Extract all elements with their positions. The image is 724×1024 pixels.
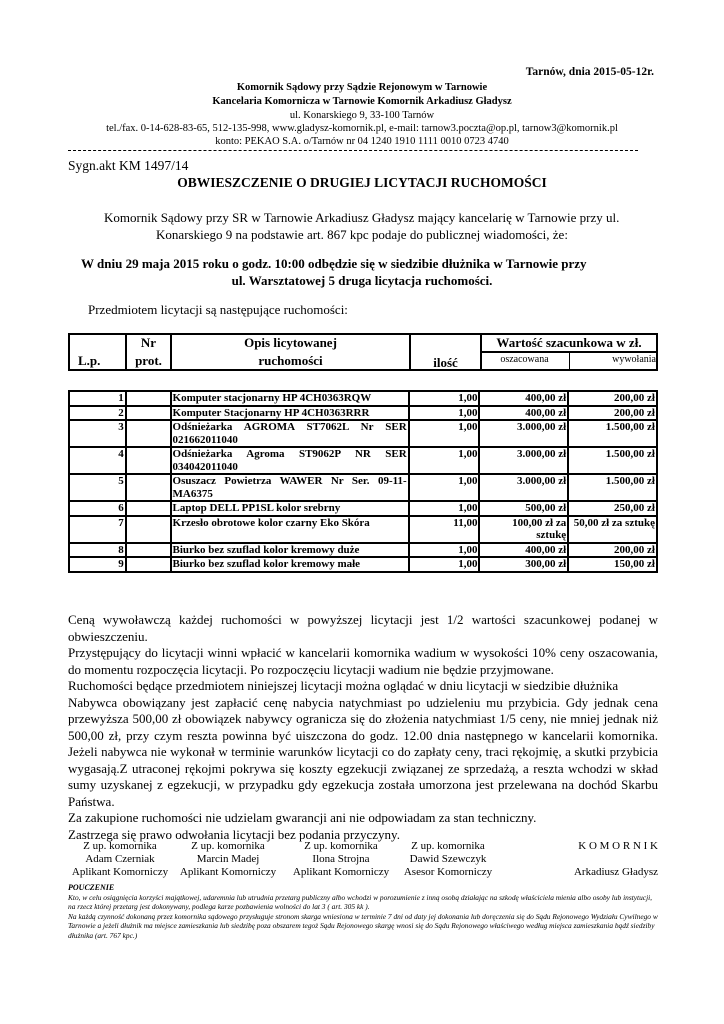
table-row	[69, 516, 657, 543]
notice-heading: POUCZENIE	[68, 883, 115, 892]
cell-nr	[126, 447, 171, 474]
cell-lp: 8	[69, 543, 126, 558]
header-divider	[68, 150, 638, 151]
table-row	[69, 391, 657, 406]
cell-estimated-value: 3.000,00 zł	[479, 474, 568, 501]
header-estimated: oszacowana	[500, 354, 549, 365]
signature-bailiff: K O M O R N I K Arkadiusz Gładysz	[573, 840, 658, 878]
cell-description: Osuszacz Powietrza WAWER Nr Ser. 09-11-MA6375	[172, 475, 407, 500]
cell-quantity: 1,00	[409, 557, 480, 572]
header-calling: wywołania	[612, 354, 656, 365]
cell-calling-price: 1.500,00 zł	[568, 420, 657, 447]
table-header	[68, 333, 658, 371]
cell-description: Biurko bez szuflad kolor kremowy małe	[171, 557, 409, 572]
document-title: OBWIESZCZENIE O DRUGIEJ LICYTACJI RUCHOMOŚCI	[177, 175, 547, 190]
conditions-text	[68, 612, 658, 843]
header-desc-1: Opis licytowanej	[244, 335, 337, 350]
cell-estimated-value: 400,00 zł	[479, 391, 568, 406]
paragraph-calling-price: Ceną wywoławczą każdej ruchomości w powyższej licytacji jest 1/2 wartości szacunkowej podanej w obwieszczeniu.	[68, 612, 658, 644]
header-address: ul. Konarskiego 9, 33-100 Tarnów	[289, 110, 435, 121]
cell-nr	[126, 406, 171, 421]
table-row	[69, 447, 657, 474]
table-row	[69, 557, 657, 572]
announcement-line-1: W dniu 29 maja 2015 roku o godz. 10:00 odbędzie się w siedzibie dłużnika w Tarnowie przy	[81, 256, 587, 271]
cell-estimated-value: 300,00 zł	[479, 557, 568, 572]
items-table	[68, 390, 658, 573]
cell-quantity: 1,00	[409, 391, 480, 406]
cell-calling-price: 200,00 zł	[568, 543, 657, 558]
announcement-line-2: ul. Warsztatowej 5 druga licytacja ruchomości.	[231, 273, 493, 288]
paragraph-payment: Nabywca obowiązany jest zapłacić cenę nabycia natychmiast po udzieleniu mu przybicia. Gdy jednak cena przewyższa 500,00 zł obowiązek nabywcy ogranicza się do złożenia natychmiast 1/5 ceny, nie mniej jednak niż 500,00 zł, przy czym reszta powinna być uiszczona do godz. 12.00 dnia następnego w kancelarii komornika. Jeżeli nabywca nie wykonał w terminie warunków licytacji co do zapłaty ceny, traci rękojmię, a skutki przybicia wygasają.Z utraconej rękojmi pokrywa się koszty egzekucji związanej ze sprzedażą, a reszta wchodzi w skład sumy uzyskanej z egzekucji, w przypadku gdy egzekucja została umorzona jest przelewana na dochód Skarbu Państwa.	[68, 694, 658, 809]
table-row	[69, 474, 657, 501]
cell-quantity: 1,00	[409, 474, 480, 501]
table-row	[69, 420, 657, 447]
header-value: Wartość szacunkowa w zł.	[496, 335, 642, 350]
cell-calling-price: 200,00 zł	[568, 391, 657, 406]
cell-nr	[126, 501, 171, 516]
cell-description: Komputer stacjonarny HP 4CH0363RQW	[171, 391, 409, 406]
cell-calling-price: 50,00 zł za sztukę	[568, 516, 657, 543]
cell-calling-price: 250,00 zł	[568, 501, 657, 516]
header-nr: Nr	[140, 335, 157, 350]
cell-nr	[126, 543, 171, 558]
cell-estimated-value: 400,00 zł	[479, 406, 568, 421]
table-row	[69, 543, 657, 558]
cell-estimated-value: 400,00 zł	[479, 543, 568, 558]
cell-description: Odśnieżarka Agroma ST9062P NR SER 034042011040	[172, 448, 407, 473]
cell-quantity: 1,00	[409, 501, 480, 516]
header-qty: ilość	[433, 355, 458, 370]
cell-description: Odśnieżarka AGROMA ST7062L Nr SER 021662011040	[172, 421, 407, 446]
cell-lp: 5	[69, 474, 126, 501]
signature-1: Z up. komornika Adam Czerniak Aplikant Komorniczy	[71, 840, 169, 878]
header-office: Komornik Sądowy przy Sądzie Rejonowym w Tarnowie	[236, 82, 488, 93]
cell-calling-price: 1.500,00 zł	[568, 447, 657, 474]
notice-text-1: Kto, w celu osiągnięcia korzyści majątkowej, udaremnia lub utrudnia przetarg publiczny albo wchodzi w porozumienie z inną osobą działając na szkodę właściciela mienia albo osoby lub instytucji, na rzecz której przetarg jest dokonywany, podlega karze pozbawienia wolności do lat 3 ( art. 305 kk ).	[68, 893, 653, 912]
intro-line-2: Konarskiego 9 na podstawie art. 867 kpc podaje do publicznej wiadomości, że:	[156, 227, 568, 242]
cell-lp: 1	[69, 391, 126, 406]
signatures	[68, 840, 658, 884]
cell-nr	[126, 420, 171, 447]
header-chancellery: Kancelaria Komornicza w Tarnowie Komornik Arkadiusz Gładysz	[212, 96, 512, 107]
header-lp: L.p.	[78, 353, 101, 368]
cell-calling-price: 200,00 zł	[568, 406, 657, 421]
cell-calling-price: 1.500,00 zł	[568, 474, 657, 501]
cell-description: Laptop DELL PP1SL kolor srebrny	[171, 501, 409, 516]
header-desc-2: ruchomości	[258, 353, 323, 368]
notice-text-2: Na każdą czynność dokonaną przez komornika sądowego przysługuje stronom skarga wniesiona w terminie 7 dni od daty jej dokonania lub doręczenia się do Sądu Rejonowego Wydziału Cywilnego w Tarnowie a jeżeli dłużnik ma miejsce zamieszkania lub siedzibę poza obszarem tegoż Sądu Rejonowego skargę wnosi się do Sądu Rejonowego właściwego według miejsca zamieszkania bądź siedziby dłużnika (art. 767 kpc.)	[68, 912, 658, 940]
cell-calling-price: 150,00 zł	[568, 557, 657, 572]
header-contact: tel./fax. 0-14-628-83-65, 512-135-998, www.gladysz-komornik.pl, e-mail: tarnow3.poczta@op.pl, tarnow3@komornik.pl	[106, 123, 618, 134]
signature-3: Z up. komornika Ilona Strojna Aplikant Komorniczy	[292, 840, 390, 878]
cell-quantity: 1,00	[409, 447, 480, 474]
cell-quantity: 1,00	[409, 406, 480, 421]
cell-lp: 4	[69, 447, 126, 474]
cell-lp: 6	[69, 501, 126, 516]
cell-quantity: 1,00	[409, 543, 480, 558]
cell-estimated-value: 500,00 zł	[479, 501, 568, 516]
paragraph-warranty: Za zakupione ruchomości nie udzielam gwarancji ani nie odpowiadam za stan techniczny.	[68, 810, 537, 825]
cell-estimated-value: 3.000,00 zł	[479, 447, 568, 474]
table-row	[69, 501, 657, 516]
table-row	[69, 406, 657, 421]
cell-nr	[126, 557, 171, 572]
case-number: Sygn.akt KM 1497/14	[68, 158, 189, 173]
cell-lp: 9	[69, 557, 126, 572]
cell-quantity: 1,00	[409, 420, 480, 447]
cell-estimated-value: 3.000,00 zł	[479, 420, 568, 447]
cell-description: Krzesło obrotowe kolor czarny Eko Skóra	[171, 516, 409, 543]
signature-4: Z up. komornika Dawid Szewczyk Asesor Komorniczy	[403, 840, 493, 878]
intro-line-1: Komornik Sądowy przy SR w Tarnowie Arkadiusz Gładysz mający kancelarię w Tarnowie przy ul.	[104, 210, 620, 225]
header-bank-account: konto: PEKAO S.A. o/Tarnów nr 04 1240 1910 1111 0010 0723 4740	[215, 136, 509, 147]
cell-nr	[126, 474, 171, 501]
paragraph-deposit: Przystępujący do licytacji winni wpłacić w kancelarii komornika wadium w wysokości 10% ceny oszacowania, do momentu rozpoczęcia licytacji. Po rozpoczęciu licytacji wadium nie będzie przyjmowane.	[68, 645, 658, 677]
signature-2: Z up. komornika Marcin Madej Aplikant Komorniczy	[179, 840, 277, 878]
place-date: Tarnów, dnia 2015-05-12r.	[525, 66, 654, 78]
cell-lp: 2	[69, 406, 126, 421]
cell-description: Komputer Stacjonarny HP 4CH0363RRR	[171, 406, 409, 421]
subject-line: Przedmiotem licytacji są następujące ruchomości:	[88, 302, 348, 317]
cell-quantity: 11,00	[409, 516, 480, 543]
cell-lp: 3	[69, 420, 126, 447]
paragraph-viewing: Ruchomości będące przedmiotem niniejszej licytacji można oglądać w dniu licytacji w siedzibie dłużnika	[68, 678, 619, 693]
cell-lp: 7	[69, 516, 126, 543]
cell-description: Biurko bez szuflad kolor kremowy duże	[171, 543, 409, 558]
header-prot: prot.	[135, 353, 162, 368]
cell-nr	[126, 391, 171, 406]
cell-estimated-value: 100,00 zł za sztukę	[479, 516, 568, 543]
cell-nr	[126, 516, 171, 543]
paragraph-cancellation: Zastrzega się prawo odwołania licytacji bez podania przyczyny.	[68, 826, 400, 842]
